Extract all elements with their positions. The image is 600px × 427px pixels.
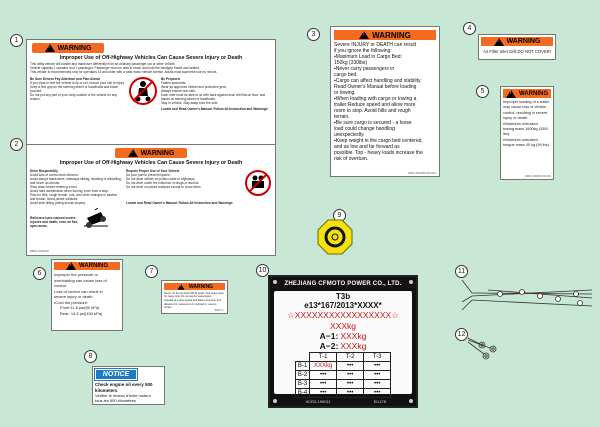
rivet-icon — [409, 280, 413, 284]
callout-5: 5 — [476, 85, 489, 98]
label-3-line: ▪Keep weight in the cargo bed centered, — [334, 138, 423, 144]
label-2-offhighway-warning — [26, 144, 276, 256]
callout-2: 2 — [10, 138, 23, 151]
label-3-line: Severe INJURY or DEATH can result — [334, 42, 416, 48]
label-3-line: room to stop. Avoid hills and rough — [334, 108, 411, 114]
label-2-right-title: Require Proper Use of Your Vehicle — [126, 169, 180, 173]
plate-a1-label: A−1: — [319, 331, 339, 341]
plate-cell: ••• — [364, 371, 391, 380]
no-passengers-pictogram-icon — [244, 169, 272, 235]
label-3-line: or towing. — [334, 90, 356, 96]
label-3-cargo-warning — [330, 26, 440, 177]
warning-header: ! WARNING — [54, 262, 120, 270]
label-7-code: 9000-1... — [214, 309, 225, 312]
clamps-icon — [466, 334, 506, 364]
label-3-line: cargo bed. — [334, 72, 358, 78]
plate-approval: e13*167/2013*XXXX* — [304, 301, 382, 310]
plate-cell: ••• — [364, 380, 391, 389]
label-1-body-2: Vehicle capacity 1 operator and 1 passenger. Passenger must be able to reach and hold the handgrip inside and seated. — [30, 66, 200, 70]
warning-header: ! WARNING — [115, 148, 187, 158]
label-2-right-line: Do not drive on paved surfaces except to cross them. — [126, 185, 202, 189]
label-1-right-line: Wear an approved helmet and protective gear. — [161, 85, 227, 89]
plate-cell: ••• — [364, 362, 391, 371]
label-2-left-line: Avoid side-hilling (riding across slopes). — [30, 201, 86, 205]
label-8-line: kilometers — [95, 387, 118, 393]
table-row — [295, 371, 390, 380]
label-2-footer: Locate and Read Owner's Manual. Follow All Instruction and Warnings — [126, 201, 233, 205]
label-5-line: tongue mass 45 kg (99 lbs). — [503, 143, 550, 148]
label-6-line: Rear: 14.5 psi(100 kPa) — [60, 310, 103, 316]
table-row — [295, 380, 390, 389]
plate-col-header: T-3 — [364, 353, 391, 362]
label-3-line: ▪Never carry passengers in — [334, 66, 395, 72]
label-2-left-line: Avoid hard acceleration when turning, even from a stop. — [30, 189, 109, 193]
plate-row-header: B-1 — [295, 362, 309, 371]
rivet-icon — [273, 280, 277, 284]
label-3-line: ▪Be sure cargo is secured - a loose — [334, 120, 412, 126]
label-2-left-note: Rollovers have caused severe injuries and death, even on flat, open areas. — [30, 215, 78, 228]
callout-1: 1 — [10, 34, 23, 47]
label-5-trailer-warning — [500, 86, 554, 180]
label-1-right-line: Each rider must be able to sit with back against seat, feet flat on floor, and hands on steering wheel or handholds. — [161, 93, 266, 101]
label-3-code: 9000-190030 00-001 — [408, 171, 436, 175]
label-3-line: risk of overturn. — [334, 156, 369, 162]
label-3-line: trailer:Reduce speed and allow more — [334, 102, 416, 108]
callout-7: 7 — [145, 265, 158, 278]
label-1-left-line: Keep a firm grip on the steering wheel or handholds and brace yourself. — [30, 85, 119, 93]
callout-4: 4 — [463, 22, 476, 35]
cable-ties-icon — [460, 270, 595, 330]
plate-a2-value: XXXkg — [340, 341, 367, 351]
label-2-left-title: Drive Responsibly — [30, 169, 58, 173]
label-1-left-line: Do not put any part of your body outside of the vehicle for any reason. — [30, 93, 118, 101]
plate-row-header: B-2 — [295, 371, 309, 380]
notice-header: NOTICE — [95, 369, 137, 380]
label-6-line: •Cold tire pressure: — [54, 299, 89, 305]
plate-row-header: B-4 — [295, 389, 309, 398]
plate-cell: ••• — [337, 362, 364, 371]
label-2-right-line: Do not drive under the influence of drugs or alcohol. — [126, 181, 200, 185]
plate-cell: ••• — [310, 371, 337, 380]
label-2-heading: Improper Use of Off-Highway Vehicles Can Cause Severe Injury or Death — [59, 160, 243, 166]
label-7-line: Operate at a slow speed and allow extra time and distance for maneuvers on inclined or uneven terrain. — [164, 299, 221, 309]
plate-cell: ••• — [337, 380, 364, 389]
label-2-right-line: Do your part to prevent injuries: — [126, 173, 171, 177]
label-6-line: overloading can cause loss of — [54, 277, 107, 283]
warning-header: ! WARNING — [334, 30, 436, 40]
plate-code: 9CR3-190011 — [306, 399, 331, 404]
label-1-body-3: This vehicle is recommended only for operators 16 and older with a valid motor vehicle license. Adults must supervise use by minors. — [30, 70, 218, 74]
label-2-left-line: Avoid abrupt maneuvers, sideways sliding, skidding or fishtailing, and never do donuts. — [30, 177, 122, 185]
table-row — [295, 389, 390, 398]
plate-model: T3b — [335, 292, 351, 301]
label-6-line: control. — [54, 283, 68, 288]
label-1-left-title: Be Sure Drivers Pay Attention and Plan Ahead — [30, 77, 100, 81]
label-5-line: may cause loss of vehicle — [503, 105, 547, 110]
warning-triangle-icon — [66, 262, 76, 270]
label-6-line: Improper tire pressure or — [54, 272, 99, 277]
plate-cell: ••• — [364, 389, 391, 398]
label-2-code: 5BRV-190049 — [30, 249, 49, 253]
label-1-right-line: Always ensure rear side. — [161, 89, 196, 93]
plate-cell: ••• — [337, 371, 364, 380]
label-3-line: ▪Maximum Load in Cargo Bed: — [334, 54, 402, 60]
label-1-right-line: Fasten seat belts. — [161, 81, 187, 85]
label-6-line: severe injury or death. — [54, 294, 94, 299]
label-8-oil-notice — [92, 366, 165, 405]
plate-col-header: T-2 — [337, 353, 364, 362]
label-2-left-line: Slow down before entering a turn. — [30, 185, 78, 189]
warning-triangle-icon — [45, 44, 55, 52]
label-8-line: Vérifier le niveau d'huile moteur — [95, 393, 151, 398]
callout-3: 3 — [307, 28, 320, 41]
warning-header: ! WARNING — [503, 89, 551, 98]
label-3-line: unexpectedly. — [334, 132, 365, 138]
warning-triangle-icon — [177, 284, 184, 290]
label-1-heading: Improper Use of Off-Highway Vehicles Can Cause Severe Injury or Death — [59, 55, 243, 61]
callout-10: 10 — [256, 264, 269, 277]
label-5-line: ▪Maximum unbraked — [503, 121, 538, 126]
plate-a1-value: XXXkg — [340, 331, 367, 341]
warning-header: ! WARNING — [32, 43, 104, 53]
label-5-line: Improper loading of a trailer — [503, 100, 550, 104]
label-6-line: Front:11.6 psi(80 kPa) — [60, 305, 100, 310]
callout-11: 11 — [455, 265, 468, 278]
label-6-line: Loss of control can result in — [54, 288, 103, 294]
callout-6: 6 — [33, 267, 46, 280]
label-4-air-filter-warning — [478, 34, 556, 60]
label-8-line: tous les 500 kilomètres — [95, 398, 136, 403]
label-3-line: ▪Cargo can affect handling and stability. — [334, 78, 422, 84]
callout-8: 8 — [84, 350, 97, 363]
label-2-right-line: Do not drive vehicle on public roads or highways. — [126, 177, 196, 181]
vehicle-identification-plate — [268, 275, 418, 408]
rollover-pictogram-icon — [81, 208, 111, 235]
label-6-tire-pressure-warning — [51, 259, 123, 331]
label-1-body-1: This utility vehicle will handle and maneuver differently from an ordinary passenger car or other vehicle. — [30, 62, 176, 66]
label-5-code: 9000-190060 00-001 — [525, 174, 551, 178]
label-3-line: possible. Top - heavy loads increase the — [334, 150, 423, 156]
label-2-left-line: Plan for hills, rough terrain, ruts, and other changes in traction and terrain. Avoid paved surfaces. — [30, 193, 118, 201]
label-1-footer: Locate and Read Owner's Manual. Follow All Instruction and Warnings — [161, 107, 268, 111]
label-5-line: ▪Maximum unbraked — [503, 137, 538, 142]
plate-cell: ••• — [310, 389, 337, 398]
label-1-left-line: If you think or feel the vehicle is tip or roll, reduce your risk to injury. — [30, 81, 125, 85]
label-3-line: 150kg (330lbs) — [334, 60, 368, 66]
warning-header: ! WARNING — [481, 37, 553, 46]
label-3-line: if you ignore the following: — [334, 48, 392, 54]
plate-maker: ZHEJIANG CFMOTO POWER CO., LTD. — [284, 281, 402, 287]
label-1-offhighway-warning — [26, 39, 276, 152]
plate-mass: XXXkg — [330, 321, 356, 331]
label-5-line: control, resulting in severe — [503, 110, 548, 115]
label-3-line: Read Owner's Manual before loading — [334, 84, 417, 90]
plate-vin: ☆XXXXXXXXXXXXXXXXX☆ — [287, 310, 399, 320]
label-8-line: Check engine oil every 500 — [95, 382, 153, 387]
plate-cell: ••• — [310, 380, 337, 389]
label-2-left-line: Avoid loss of control and rollovers: — [30, 173, 79, 177]
plate-mass-table — [295, 352, 391, 398]
rivet-icon — [409, 399, 413, 403]
plate-a2-label: A−2: — [319, 341, 339, 351]
label-5-line: towing mass 1600kg (3300 lbs). — [503, 127, 549, 137]
plate-footer-right: EU178 — [373, 399, 386, 404]
rider-pictogram-icon — [129, 77, 157, 105]
reflector-icon — [317, 219, 353, 255]
warning-triangle-icon — [359, 31, 369, 39]
table-row — [295, 362, 390, 371]
plate-row-header: B-3 — [295, 380, 309, 389]
warning-triangle-icon — [506, 90, 516, 98]
callout-9: 9 — [333, 209, 346, 222]
label-1-right-title: Be Prepared — [161, 77, 180, 81]
rivet-icon — [273, 399, 277, 403]
warning-triangle-icon — [128, 149, 138, 157]
label-7-line: Never cut the tie down (BTF) seats. Two seats used for cargo only. Do not use for passengers. — [164, 292, 224, 299]
warning-triangle-icon — [494, 38, 504, 46]
label-1-right-line: Stay in vehicle. Stay away from the side. — [161, 101, 219, 105]
label-5-line: injury or death. — [503, 116, 529, 121]
plate-col-header: T-1 — [310, 353, 337, 362]
label-4-text: Air Filter Inlet Grill,DO NOT COVER! — [483, 49, 551, 54]
plate-cell: XXXkg — [310, 362, 337, 371]
plate-cell: ••• — [337, 389, 364, 398]
label-7-cargo-seat-warning — [161, 280, 228, 314]
label-3-line: terrain. — [334, 114, 350, 120]
callout-12: 12 — [455, 328, 468, 341]
label-3-line: and as low and far forward as — [334, 144, 400, 150]
label-3-line: ▪When loading with cargo or towing a — [334, 96, 417, 102]
warning-header: ! WARNING — [164, 283, 225, 290]
label-3-line: load could change handling — [334, 126, 395, 132]
